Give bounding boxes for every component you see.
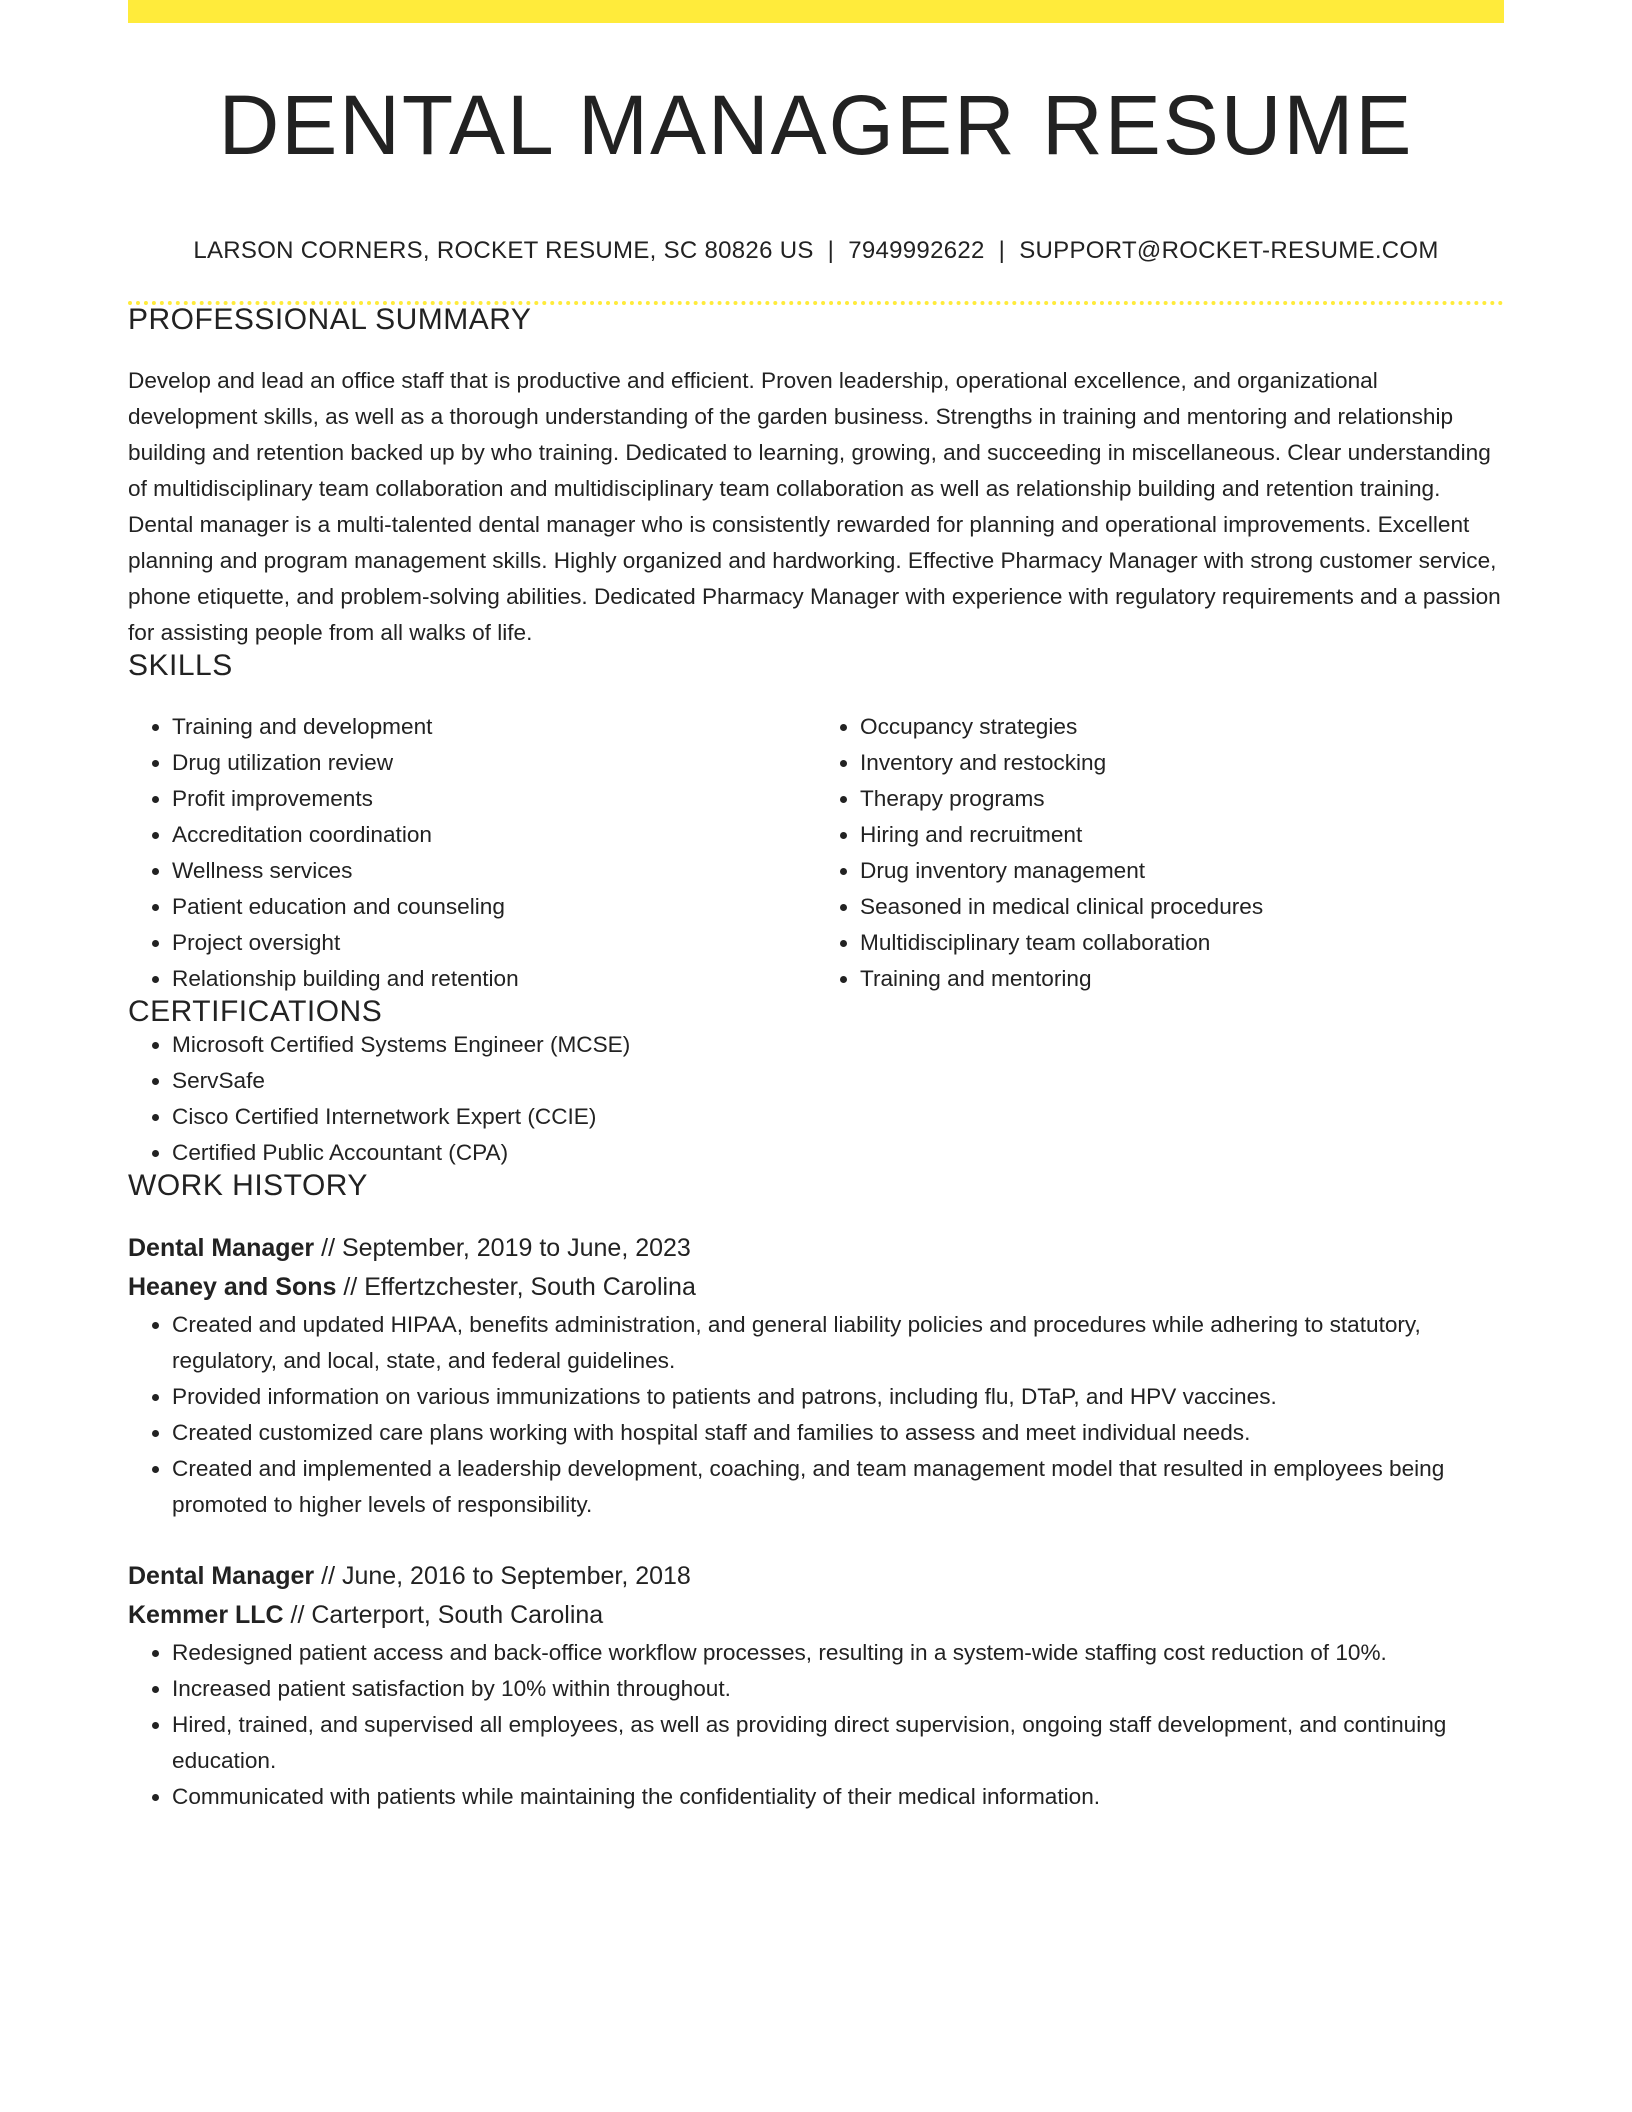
job-bullets [128,1635,1504,1815]
job-title-line [128,1229,1504,1268]
contact-address: LARSON CORNERS, ROCKET RESUME, SC 80826 US [193,237,814,264]
skill-item: • Profit improvements [172,781,816,817]
contact-separator: | [998,237,1006,264]
certifications-heading: CERTIFICATIONS [128,995,383,1028]
job-company: Kemmer LLC [128,1601,284,1629]
job-entry [128,1557,1504,1815]
job-bullet: • Created and implemented a leadership development, coaching, and team management model that resulted in employees being promoted to higher levels of responsibility. [172,1451,1504,1523]
skill-item: • Occupancy strategies [860,709,1504,745]
certifications-list [128,1027,1504,1171]
skills-list-left [128,709,816,997]
skill-item: • Wellness services [172,853,816,889]
contact-line [128,239,1504,263]
skill-item: • Patient education and counseling [172,889,816,925]
summary-text: Develop and lead an office staff that is productive and efficient. Proven leadership, operational excellence, and organizational development skills, as well as a thorough understanding of the garden business. Strengths in training and mentoring and relationship building and retention backed up by who training. Dedicated to learning, growing, and succeeding in miscellaneous. Clear understanding of multidisciplinary team collaboration and multidisciplinary team collaboration as well as relationship building and retention training. Dental manager is a multi-talented dental manager who is consistently rewarded for planning and operational improvements. Excellent planning and program management skills. Highly organized and hardworking. Effective Pharmacy Manager with strong customer service, phone etiquette, and problem-solving abilities. Dedicated Pharmacy Manager with experience with regulatory requirements and a passion for assisting people from all walks of life. [128,368,1501,645]
job-entry [128,1229,1504,1523]
skill-item: • Multidisciplinary team collaboration [860,925,1504,961]
skill-item: • Relationship building and retention [172,961,816,997]
certification-item: • ServSafe [172,1063,1504,1099]
skill-item: • Hiring and recruitment [860,817,1504,853]
skill-item: • Training and development [172,709,816,745]
contact-email: SUPPORT@ROCKET-RESUME.COM [1019,237,1439,264]
accent-top-bar [128,0,1504,23]
contact-separator: | [827,237,835,264]
job-location: // Carterport, South Carolina [283,1601,604,1629]
certification-item: • Certified Public Accountant (CPA) [172,1135,1504,1171]
skill-item: • Project oversight [172,925,816,961]
job-bullets [128,1307,1504,1523]
job-bullet: • Created customized care plans working with hospital staff and families to assess and meet individual needs. [172,1415,1504,1451]
job-bullet: • Increased patient satisfaction by 10% within throughout. [172,1671,1504,1707]
skill-item: • Drug utilization review [172,745,816,781]
skill-item: • Accreditation coordination [172,817,816,853]
contact-phone: 7949992622 [848,237,985,264]
job-company-line [128,1268,1504,1307]
job-bullet: • Provided information on various immunizations to patients and patrons, including flu, DTaP, and HPV vaccines. [172,1379,1504,1415]
summary-heading: PROFESSIONAL SUMMARY [128,303,532,336]
skills-list-right [816,709,1504,997]
job-bullet: • Hired, trained, and supervised all employees, as well as providing direct supervision, ongoing staff development, and continuing education. [172,1707,1504,1779]
work-history-heading: WORK HISTORY [128,1169,368,1202]
job-bullet: • Communicated with patients while maintaining the confidentiality of their medical information. [172,1779,1504,1815]
skill-item: • Therapy programs [860,781,1504,817]
skill-item: • Inventory and restocking [860,745,1504,781]
job-title: Dental Manager [128,1234,315,1262]
job-company-line [128,1596,1504,1635]
job-dates: // June, 2016 to September, 2018 [314,1562,691,1590]
job-title: Dental Manager [128,1562,315,1590]
resume-page [128,0,1504,1815]
skills-columns [128,709,1504,997]
skill-item: • Training and mentoring [860,961,1504,997]
job-bullet: • Created and updated HIPAA, benefits administration, and general liability policies and procedures while adhering to statutory, regulatory, and local, state, and federal guidelines. [172,1307,1504,1379]
job-company: Heaney and Sons [128,1273,337,1301]
certification-item: • Microsoft Certified Systems Engineer (MCSE) [172,1027,1504,1063]
skill-item: • Drug inventory management [860,853,1504,889]
certification-item: • Cisco Certified Internetwork Expert (CCIE) [172,1099,1504,1135]
resume-title: DENTAL MANAGER RESUME [218,78,1414,172]
skills-heading: SKILLS [128,649,233,682]
job-title-line [128,1557,1504,1596]
job-dates: // September, 2019 to June, 2023 [314,1234,691,1262]
job-bullet: • Redesigned patient access and back-office workflow processes, resulting in a system-wide staffing cost reduction of 10%. [172,1635,1504,1671]
job-location: // Effertzchester, South Carolina [336,1273,696,1301]
skill-item: • Seasoned in medical clinical procedures [860,889,1504,925]
